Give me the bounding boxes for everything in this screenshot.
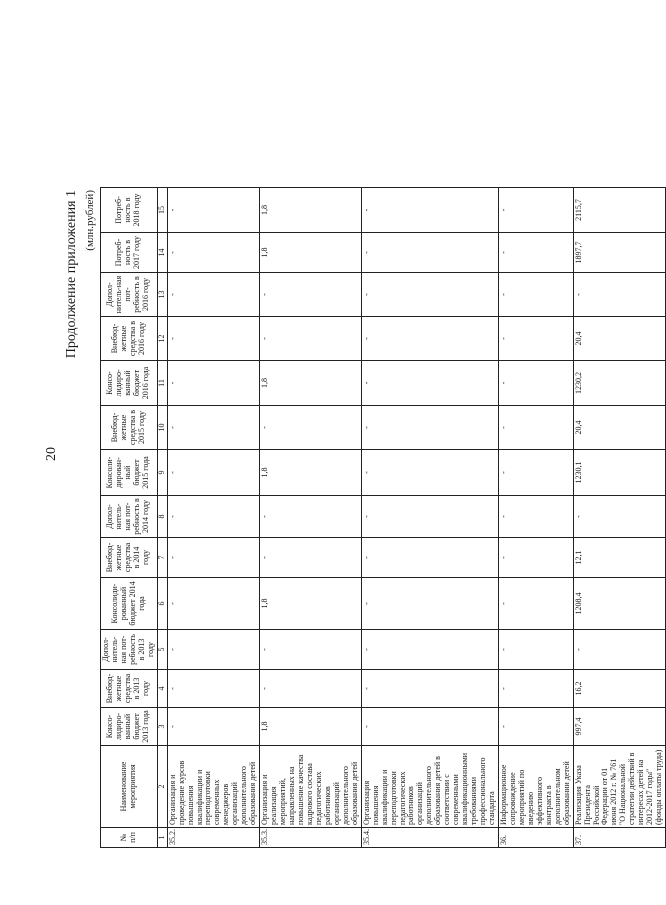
value-cell: - bbox=[361, 496, 498, 538]
column-number: 2 bbox=[157, 746, 167, 828]
measure-name: Реализация Указа Президента Российской Федерации от 01 июня 2012 г. № 761 "О Национальной стратегии действий в интересах детей на 2012-2017 годы" (фонды оплаты труда) bbox=[573, 746, 666, 828]
value-cell: - bbox=[260, 670, 361, 708]
measure-name: Организация и проведение курсов повышения квалификации и переподготовки современных менеджеров организаций дополнительного образования детей bbox=[167, 746, 260, 828]
value-cell: - bbox=[361, 450, 498, 496]
value-cell: - bbox=[260, 630, 361, 670]
value-cell: - bbox=[167, 361, 260, 406]
value-cell: - bbox=[260, 538, 361, 578]
value-cell: 1,8 bbox=[260, 708, 361, 746]
value-cell: - bbox=[498, 361, 573, 406]
value-cell: - bbox=[167, 538, 260, 578]
column-header: Внебюд-жетные средства в 2015 году bbox=[101, 406, 158, 450]
column-header: Консолиди-рованный бюджет 2014 года bbox=[101, 578, 158, 630]
value-cell: 1,8 bbox=[260, 578, 361, 630]
value-cell: - bbox=[498, 578, 573, 630]
column-header: Потреб-ность в 2017 году bbox=[101, 233, 158, 273]
table-header-row bbox=[101, 188, 158, 848]
value-cell: - bbox=[498, 188, 573, 233]
value-cell: - bbox=[498, 538, 573, 578]
units-label: (млн.рублей) bbox=[84, 190, 96, 251]
column-header: Консоли-дирован-ный бюджет 2015 года bbox=[101, 450, 158, 496]
value-cell: 1,8 bbox=[260, 188, 361, 233]
value-cell: - bbox=[361, 630, 498, 670]
value-cell: - bbox=[498, 233, 573, 273]
value-cell: 1,8 bbox=[260, 450, 361, 496]
value-cell: - bbox=[361, 538, 498, 578]
value-cell: 16,2 bbox=[573, 670, 666, 708]
column-header: Наименование мероприятия bbox=[101, 746, 158, 828]
table-row bbox=[498, 188, 573, 848]
value-cell: - bbox=[167, 233, 260, 273]
column-number: 7 bbox=[157, 538, 167, 578]
value-cell: - bbox=[498, 708, 573, 746]
value-cell: - bbox=[361, 317, 498, 361]
table-row bbox=[361, 188, 498, 848]
value-cell: 20,4 bbox=[573, 406, 666, 450]
page-number: 20 bbox=[44, 447, 59, 461]
value-cell: - bbox=[167, 708, 260, 746]
table-row bbox=[260, 188, 361, 848]
value-cell: - bbox=[573, 630, 666, 670]
row-number: 35.2. bbox=[167, 828, 260, 848]
value-cell: - bbox=[167, 578, 260, 630]
value-cell: - bbox=[361, 361, 498, 406]
value-cell: - bbox=[573, 496, 666, 538]
value-cell: 12,1 bbox=[573, 538, 666, 578]
column-number: 4 bbox=[157, 670, 167, 708]
column-number: 3 bbox=[157, 708, 167, 746]
column-number: 15 bbox=[157, 188, 167, 233]
column-header: Консо-лидиро-ванный бюджет 2013 года bbox=[101, 708, 158, 746]
column-number: 10 bbox=[157, 406, 167, 450]
column-header: Внебюд-жетные средства в 2014 году bbox=[101, 538, 158, 578]
column-header: Допол-нитель-ная пот-ребность в 2013 году bbox=[101, 630, 158, 670]
row-number: 37. bbox=[573, 828, 666, 848]
value-cell: - bbox=[361, 578, 498, 630]
value-cell: - bbox=[498, 406, 573, 450]
value-cell: - bbox=[260, 406, 361, 450]
value-cell: 997,4 bbox=[573, 708, 666, 746]
measure-name: Организация повышения квалификации и переподготовки педагогических работников организаций дополнительного образования детей в соответствии с современными квалификационными требованиями профессионального стандарта bbox=[361, 746, 498, 828]
value-cell: - bbox=[361, 273, 498, 317]
column-header: № п/п bbox=[101, 828, 158, 848]
value-cell: - bbox=[167, 273, 260, 317]
column-number: 12 bbox=[157, 317, 167, 361]
column-number: 11 bbox=[157, 361, 167, 406]
value-cell: - bbox=[167, 496, 260, 538]
row-number: 35.4. bbox=[361, 828, 498, 848]
value-cell: 1,8 bbox=[260, 361, 361, 406]
value-cell: - bbox=[260, 273, 361, 317]
value-cell: - bbox=[167, 406, 260, 450]
measure-name: Информационное сопровождение мероприятий по введению эффективного контракта в дополнительном образовании детей bbox=[498, 746, 573, 828]
value-cell: - bbox=[498, 273, 573, 317]
column-number: 9 bbox=[157, 450, 167, 496]
column-number: 5 bbox=[157, 630, 167, 670]
column-header: Внебюд-жетные средства в 2013 году bbox=[101, 670, 158, 708]
value-cell: - bbox=[573, 273, 666, 317]
value-cell: - bbox=[361, 670, 498, 708]
value-cell: 1,8 bbox=[260, 233, 361, 273]
value-cell: 1208,4 bbox=[573, 578, 666, 630]
value-cell: - bbox=[167, 317, 260, 361]
value-cell: 2115,7 bbox=[573, 188, 666, 233]
column-number: 6 bbox=[157, 578, 167, 630]
value-cell: - bbox=[260, 317, 361, 361]
expenditure-table bbox=[100, 187, 666, 848]
column-header: Потреб-ность в 2018 году bbox=[101, 188, 158, 233]
value-cell: - bbox=[498, 670, 573, 708]
column-number-row bbox=[157, 188, 167, 848]
appendix-title: Продолжение приложения 1 bbox=[64, 190, 79, 359]
table-row bbox=[167, 188, 260, 848]
value-cell: 1897,7 bbox=[573, 233, 666, 273]
value-cell: - bbox=[361, 708, 498, 746]
column-header: Внебюд-жетные средства в 2016 году bbox=[101, 317, 158, 361]
value-cell: - bbox=[167, 188, 260, 233]
value-cell: - bbox=[361, 233, 498, 273]
measure-name: Организация и реализация мероприятий, направленных на повышение качества кадрового состава педагогических работников организаций дополнительного образования детей bbox=[260, 746, 361, 828]
value-cell: 1230,1 bbox=[573, 450, 666, 496]
value-cell: 1230,2 bbox=[573, 361, 666, 406]
value-cell: - bbox=[167, 670, 260, 708]
value-cell: - bbox=[498, 450, 573, 496]
value-cell: - bbox=[260, 496, 361, 538]
column-number: 8 bbox=[157, 496, 167, 538]
value-cell: 20,4 bbox=[573, 317, 666, 361]
row-number: 35.3. bbox=[260, 828, 361, 848]
row-number: 36. bbox=[498, 828, 573, 848]
column-number: 14 bbox=[157, 233, 167, 273]
value-cell: - bbox=[167, 450, 260, 496]
column-header: Допол-нитель-ная пот-ребность в 2014 году bbox=[101, 496, 158, 538]
value-cell: - bbox=[498, 496, 573, 538]
value-cell: - bbox=[167, 630, 260, 670]
value-cell: - bbox=[498, 630, 573, 670]
table-row bbox=[573, 188, 666, 848]
value-cell: - bbox=[498, 317, 573, 361]
column-number: 1 bbox=[157, 828, 167, 848]
column-header: Консо-лидиро-ванный бюджет 2016 года bbox=[101, 361, 158, 406]
value-cell: - bbox=[361, 188, 498, 233]
value-cell: - bbox=[361, 406, 498, 450]
column-header: Допол-нитель-ная пот-ребность в 2016 году bbox=[101, 273, 158, 317]
column-number: 13 bbox=[157, 273, 167, 317]
